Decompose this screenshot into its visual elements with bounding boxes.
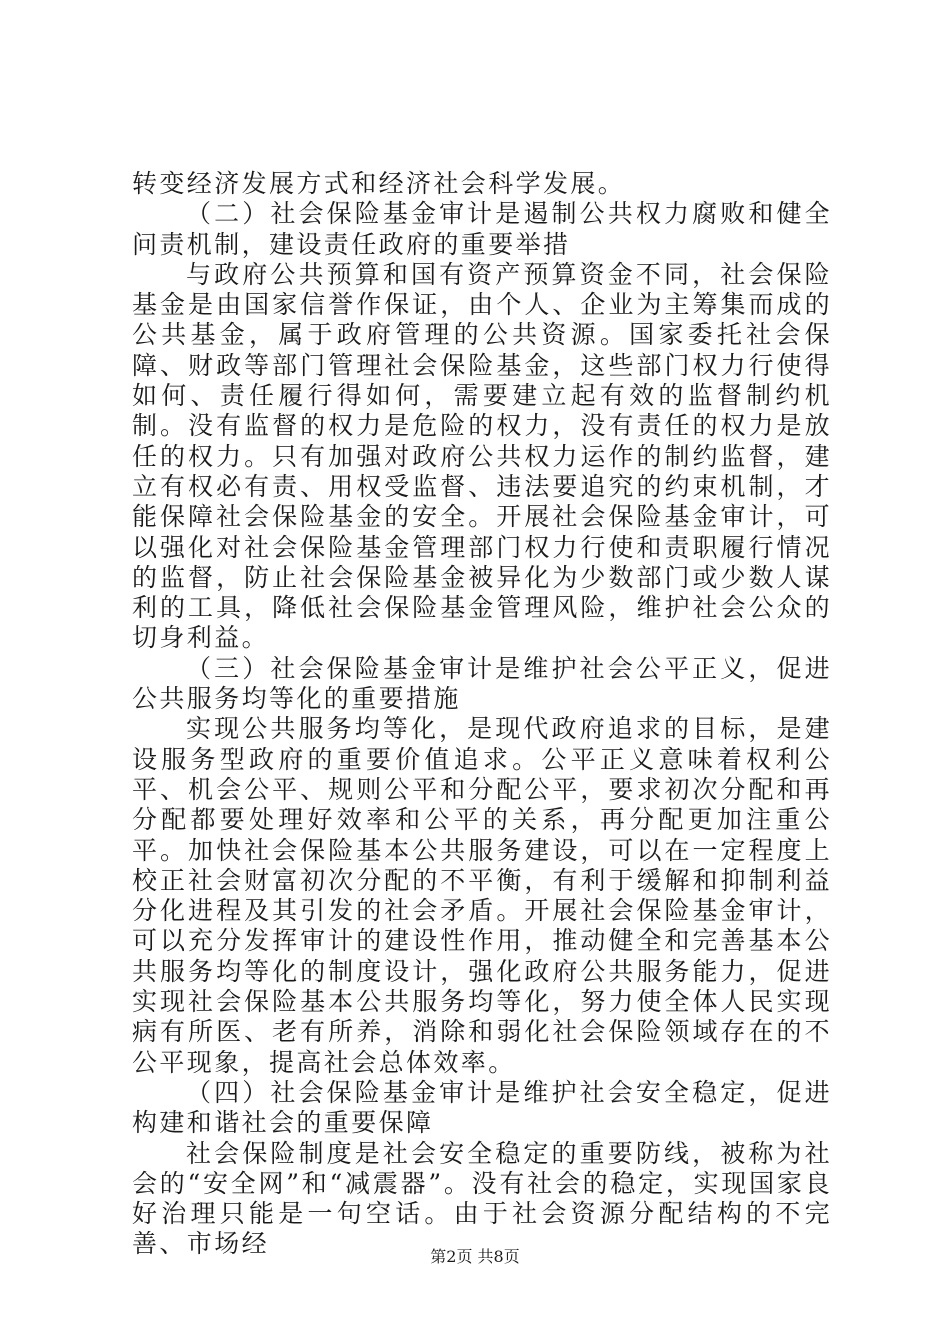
section-heading-4: （四）社会保险基金审计是维护社会安全稳定，促进构建和谐社会的重要保障 [132,1077,832,1138]
section-heading-3: （三）社会保险基金审计是维护社会公平正义，促进公共服务均等化的重要措施 [132,653,832,714]
body-paragraph-4: 社会保险制度是社会安全稳定的重要防线，被称为社会的“安全网”和“减震器”。没有社会的稳定，实现国家良好治理只能是一句空话。由于社会资源分配结构的不完善、市场经 [132,1138,832,1259]
section-heading-2: （二）社会保险基金审计是遏制公共权力腐败和健全问责机制，建设责任政府的重要举措 [132,199,832,259]
page-number-footer: 第2页 共8页 [430,1247,520,1266]
paragraph-continuation: 转变经济发展方式和经济社会科学发展。 [132,169,626,198]
body-paragraph-2: 与政府公共预算和国有资产预算资金不同，社会保险基金是由国家信誉作保证，由个人、企业为主筹集而成的公共基金，属于政府管理的公共资源。国家委托社会保障、财政等部门管理社会保险基金，这些部门权力行使得如何、责任履行得如何，需要建立起有效的监督制约机制。没有监督的权力是危险的权力，没有责任的权力是放任的权力。只有加强对政府公共权力运作的制约监督，建立有权必有责、用权受监督、违法要追究的约束机制，才能保障社会保险基金的安全。开展社会保险基金审计，可以强化对社会保险基金管理部门权力行使和责职履行情况的监督，防止社会保险基金被异化为少数部门或少数人谋利的工具，降低社会保险基金管理风险，维护社会公众的切身利益。 [132,259,832,653]
body-paragraph-3: 实现公共服务均等化，是现代政府追求的目标，是建设服务型政府的重要价值追求。公平正义意味着权利公平、机会公平、规则公平和分配公平，要求初次分配和再分配都要处理好效率和公平的关系，再分配更加注重公平。加快社会保险基本公共服务建设，可以在一定程度上校正社会财富初次分配的不平衡，有利于缓解和抑制利益分化进程及其引发的社会矛盾。开展社会保险基金审计，可以充分发挥审计的建设性作用，推动健全和完善基本公共服务均等化的制度设计，强化政府公共服务能力，促进实现社会保险基本公共服务均等化，努力使全体人民实现病有所医、老有所养，消除和弱化社会保险领域存在的不公平现象，提高社会总体效率。 [132,714,832,1077]
document-body [132,169,832,1260]
